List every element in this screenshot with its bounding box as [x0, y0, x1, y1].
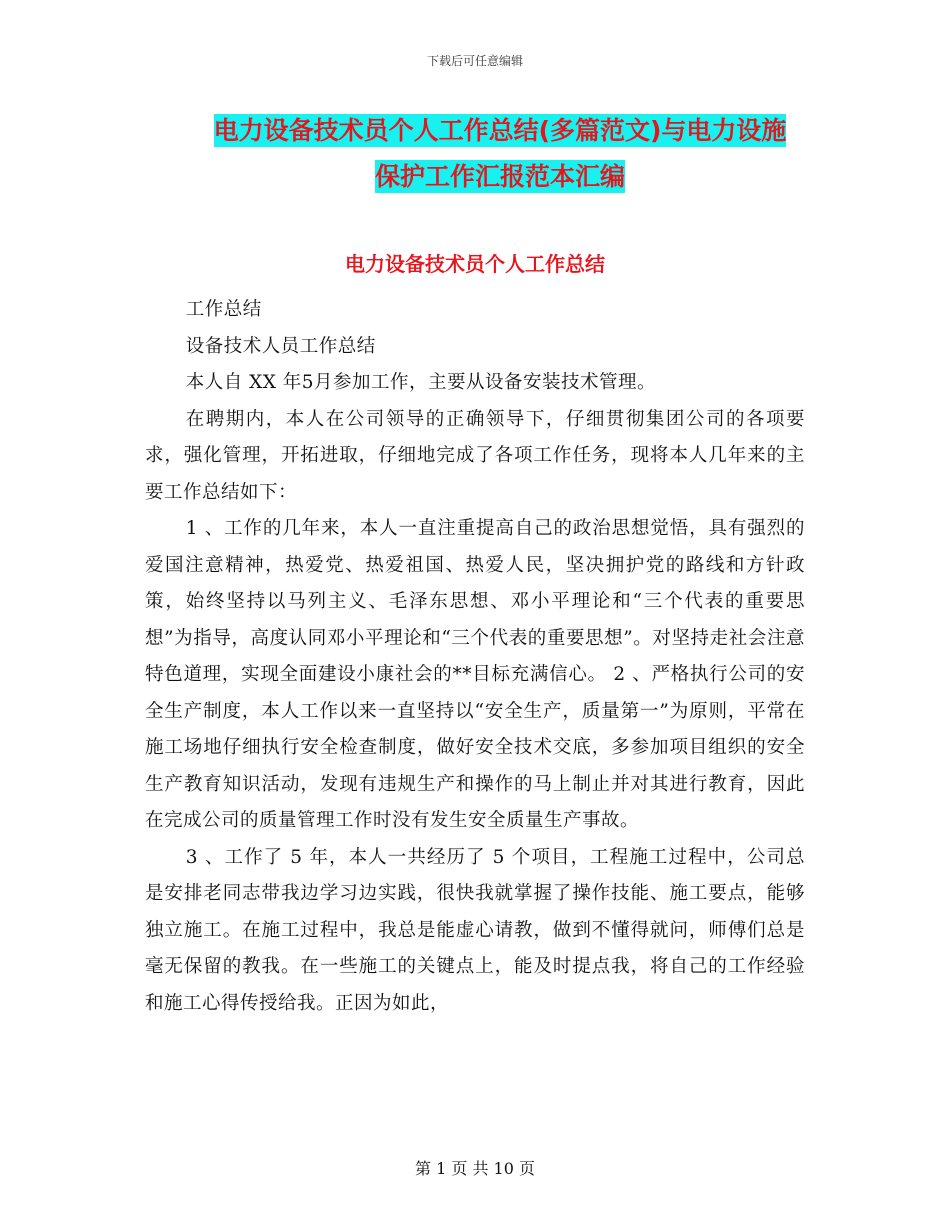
paragraph: 在聘期内，本人在公司领导的正确领导下，仔细贯彻集团公司的各项要求，强化管理，开拓进取，仔细地完成了各项工作任务，现将本人几年来的主要工作总结如下： — [145, 408, 805, 503]
paragraph: 设备技术人员工作总结 — [185, 335, 376, 357]
document-title-line-2: 保护工作汇报范本汇编 — [374, 162, 625, 191]
document-body — [145, 292, 805, 1022]
paragraph: 1 、工作的几年来，本人一直注重提高自己的政治思想觉悟，具有强烈的爱国注意精神，热爱党、热爱祖国、热爱人民，坚决拥护党的路线和方针政策，始终坚持以马列主义、毛泽东思想、邓小平理论和“三个代表的重要思想”为指导，高度认同邓小平理论和“三个代表的重要思想”。对坚持走社会注意特色道理，实现全面建设小康社会的**目标充满信心。 2 、严格执行公司的安全生产制度，本人工作以来一直坚持以“安全生产，质量第一”为原则，平常在施工场地仔细执行安全检查制度，做好安全技术交底，多参加项目组织的安全生产教育知识活动，发现有违规生产和操作的马上制止并对其进行教育，因此在完成公司的质量管理工作时没有发生安全质量生产事故。 — [145, 518, 805, 831]
paragraph: 本人自 XX 年5月参加工作，主要从设备安装技术管理。 — [185, 372, 657, 393]
document-title-line-1: 电力设备技术员个人工作总结(多篇范文)与电力设施 — [213, 116, 787, 145]
paragraph: 3 、工作了 5 年，本人一共经历了 5 个项目，工程施工过程中，公司总是安排老同志带我边学习边实践，很快我就掌握了操作技能、施工要点，能够独立施工。在施工过程中，我总是能虚心请教，做到不懂得就问，师傅们总是毫无保留的教我。在一些施工的关键点上，能及时提点我，将自己的工作经验和施工心得传授给我。正因为如此， — [145, 846, 805, 1014]
page-header-note: 下载后可任意编辑 — [426, 54, 523, 68]
page-number: 第 1 页 共 10 页 — [415, 1159, 535, 1178]
document-title — [140, 108, 860, 200]
paragraph: 工作总结 — [185, 299, 262, 320]
section-title: 电力设备技术员个人工作总结 — [345, 252, 605, 276]
